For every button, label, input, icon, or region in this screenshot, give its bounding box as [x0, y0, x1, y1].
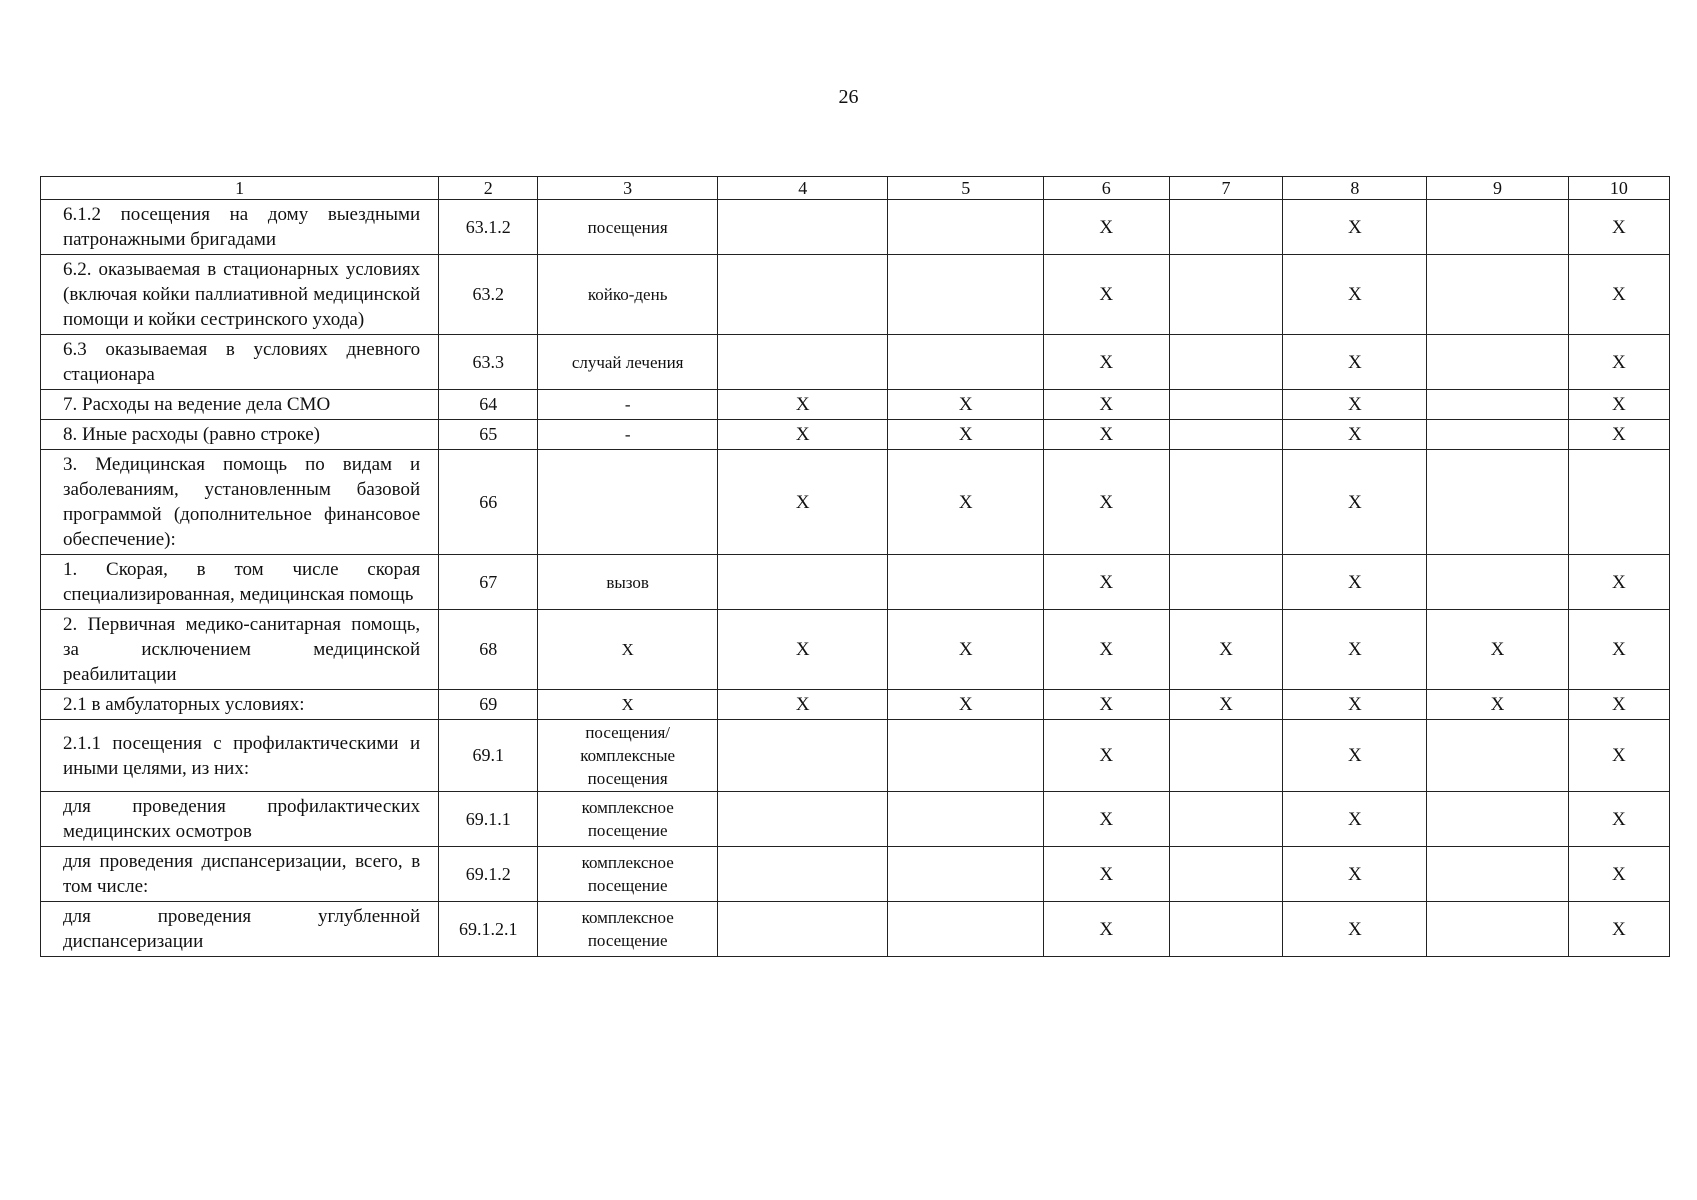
row-unit-cell — [538, 450, 718, 555]
row-unit-cell: вызов — [538, 555, 718, 610]
table-row — [41, 335, 1670, 390]
row-code-cell: 64 — [439, 390, 538, 420]
row-unit-cell: посещения — [538, 200, 718, 255]
table-row — [41, 555, 1670, 610]
col8-cell: X — [1283, 847, 1427, 902]
col10-cell: X — [1568, 420, 1669, 450]
row-unit-cell: X — [538, 690, 718, 720]
table-row — [41, 847, 1670, 902]
col8-cell: X — [1283, 255, 1427, 335]
row-name-cell: 2.1.1 посещения с профилактическими и иными целями, из них: — [41, 720, 439, 792]
table-body — [41, 177, 1670, 957]
col7-cell — [1169, 255, 1283, 335]
col6-cell: X — [1043, 720, 1169, 792]
row-name-cell: 1. Скорая, в том числе скорая специализированная, медицинская помощь — [41, 555, 439, 610]
col7-cell — [1169, 420, 1283, 450]
row-unit-cell: койко-день — [538, 255, 718, 335]
table-row — [41, 902, 1670, 957]
col9-cell — [1427, 450, 1569, 555]
col10-cell: X — [1568, 335, 1669, 390]
col5-cell — [888, 335, 1043, 390]
col4-cell — [718, 255, 888, 335]
table-row — [41, 420, 1670, 450]
row-name-cell: 8. Иные расходы (равно строке) — [41, 420, 439, 450]
column-number: 4 — [718, 177, 888, 200]
col9-cell — [1427, 555, 1569, 610]
col10-cell: X — [1568, 610, 1669, 690]
col4-cell — [718, 792, 888, 847]
col6-cell: X — [1043, 555, 1169, 610]
row-unit-cell: комплексное посещение — [538, 847, 718, 902]
column-number: 7 — [1169, 177, 1283, 200]
col10-cell: X — [1568, 847, 1669, 902]
row-name-cell: 3. Медицинская помощь по видам и заболеваниям, установленным базовой программой (дополнительное финансовое обеспечение): — [41, 450, 439, 555]
column-number: 10 — [1568, 177, 1669, 200]
row-code-cell: 67 — [439, 555, 538, 610]
col9-cell: X — [1427, 690, 1569, 720]
col8-cell: X — [1283, 420, 1427, 450]
col6-cell: X — [1043, 792, 1169, 847]
col5-cell: X — [888, 610, 1043, 690]
table-row — [41, 610, 1670, 690]
data-table — [40, 176, 1670, 957]
col4-cell: X — [718, 690, 888, 720]
col6-cell: X — [1043, 200, 1169, 255]
row-name-cell: для проведения диспансеризации, всего, в том числе: — [41, 847, 439, 902]
col5-cell: X — [888, 390, 1043, 420]
col10-cell: X — [1568, 200, 1669, 255]
col4-cell — [718, 720, 888, 792]
row-name-cell: 7. Расходы на ведение дела СМО — [41, 390, 439, 420]
col5-cell: X — [888, 420, 1043, 450]
row-unit-cell: комплексное посещение — [538, 792, 718, 847]
col5-cell — [888, 847, 1043, 902]
col6-cell: X — [1043, 255, 1169, 335]
col9-cell — [1427, 902, 1569, 957]
column-number: 5 — [888, 177, 1043, 200]
col8-cell: X — [1283, 610, 1427, 690]
row-unit-cell: X — [538, 610, 718, 690]
col7-cell — [1169, 902, 1283, 957]
col8-cell: X — [1283, 555, 1427, 610]
column-number: 1 — [41, 177, 439, 200]
col4-cell: X — [718, 450, 888, 555]
row-code-cell: 68 — [439, 610, 538, 690]
col6-cell: X — [1043, 902, 1169, 957]
row-code-cell: 63.1.2 — [439, 200, 538, 255]
col10-cell: X — [1568, 390, 1669, 420]
col7-cell — [1169, 450, 1283, 555]
col9-cell — [1427, 720, 1569, 792]
row-code-cell: 69 — [439, 690, 538, 720]
col4-cell — [718, 200, 888, 255]
col10-cell: X — [1568, 792, 1669, 847]
col7-cell — [1169, 555, 1283, 610]
col8-cell: X — [1283, 390, 1427, 420]
table-row — [41, 690, 1670, 720]
col4-cell: X — [718, 610, 888, 690]
col10-cell: X — [1568, 690, 1669, 720]
col6-cell: X — [1043, 847, 1169, 902]
col9-cell — [1427, 390, 1569, 420]
col5-cell — [888, 255, 1043, 335]
table-row — [41, 200, 1670, 255]
col5-cell — [888, 720, 1043, 792]
col5-cell: X — [888, 690, 1043, 720]
col7-cell: X — [1169, 610, 1283, 690]
row-unit-cell: комплексное посещение — [538, 902, 718, 957]
column-number: 8 — [1283, 177, 1427, 200]
col6-cell: X — [1043, 690, 1169, 720]
table-row — [41, 390, 1670, 420]
col6-cell: X — [1043, 420, 1169, 450]
col8-cell: X — [1283, 335, 1427, 390]
col6-cell: X — [1043, 390, 1169, 420]
page-number: 26 — [838, 86, 859, 108]
col9-cell: X — [1427, 610, 1569, 690]
col10-cell: X — [1568, 902, 1669, 957]
col8-cell: X — [1283, 450, 1427, 555]
col7-cell — [1169, 390, 1283, 420]
row-unit-cell: - — [538, 420, 718, 450]
row-name-cell: 6.3 оказываемая в условиях дневного стационара — [41, 335, 439, 390]
column-number-row — [41, 177, 1670, 200]
col7-cell — [1169, 720, 1283, 792]
col10-cell: X — [1568, 255, 1669, 335]
row-code-cell: 69.1.2 — [439, 847, 538, 902]
col5-cell — [888, 555, 1043, 610]
col6-cell: X — [1043, 610, 1169, 690]
col9-cell — [1427, 335, 1569, 390]
table-row — [41, 792, 1670, 847]
col10-cell: X — [1568, 555, 1669, 610]
row-name-cell: для проведения профилактических медицинских осмотров — [41, 792, 439, 847]
col5-cell: X — [888, 450, 1043, 555]
col8-cell: X — [1283, 690, 1427, 720]
col4-cell — [718, 847, 888, 902]
col7-cell — [1169, 335, 1283, 390]
col8-cell: X — [1283, 902, 1427, 957]
col5-cell — [888, 902, 1043, 957]
col6-cell: X — [1043, 335, 1169, 390]
table-row — [41, 720, 1670, 792]
row-code-cell: 69.1.1 — [439, 792, 538, 847]
column-number: 6 — [1043, 177, 1169, 200]
col6-cell: X — [1043, 450, 1169, 555]
row-unit-cell: - — [538, 390, 718, 420]
col9-cell — [1427, 200, 1569, 255]
col9-cell — [1427, 792, 1569, 847]
col10-cell — [1568, 450, 1669, 555]
col8-cell: X — [1283, 720, 1427, 792]
col10-cell: X — [1568, 720, 1669, 792]
col9-cell — [1427, 847, 1569, 902]
row-name-cell: 6.2. оказываемая в стационарных условиях (включая койки паллиативной медицинской помощи и койки сестринского ухода) — [41, 255, 439, 335]
column-number: 2 — [439, 177, 538, 200]
column-number: 9 — [1427, 177, 1569, 200]
col4-cell — [718, 902, 888, 957]
table-row — [41, 255, 1670, 335]
table-row — [41, 450, 1670, 555]
column-number: 3 — [538, 177, 718, 200]
row-code-cell: 66 — [439, 450, 538, 555]
col4-cell — [718, 335, 888, 390]
row-name-cell: 6.1.2 посещения на дому выездными патронажными бригадами — [41, 200, 439, 255]
col4-cell: X — [718, 420, 888, 450]
col7-cell — [1169, 847, 1283, 902]
row-code-cell: 69.1.2.1 — [439, 902, 538, 957]
row-code-cell: 65 — [439, 420, 538, 450]
col4-cell — [718, 555, 888, 610]
col8-cell: X — [1283, 200, 1427, 255]
col5-cell — [888, 200, 1043, 255]
row-name-cell: 2. Первичная медико-санитарная помощь, за исключением медицинской реабилитации — [41, 610, 439, 690]
col9-cell — [1427, 420, 1569, 450]
col9-cell — [1427, 255, 1569, 335]
row-unit-cell: посещения/ комплексные посещения — [538, 720, 718, 792]
col7-cell — [1169, 792, 1283, 847]
row-code-cell: 69.1 — [439, 720, 538, 792]
col7-cell — [1169, 200, 1283, 255]
row-name-cell: 2.1 в амбулаторных условиях: — [41, 690, 439, 720]
col8-cell: X — [1283, 792, 1427, 847]
row-code-cell: 63.2 — [439, 255, 538, 335]
col7-cell: X — [1169, 690, 1283, 720]
row-unit-cell: случай лечения — [538, 335, 718, 390]
row-code-cell: 63.3 — [439, 335, 538, 390]
col5-cell — [888, 792, 1043, 847]
row-name-cell: для проведения углубленной диспансеризации — [41, 902, 439, 957]
col4-cell: X — [718, 390, 888, 420]
